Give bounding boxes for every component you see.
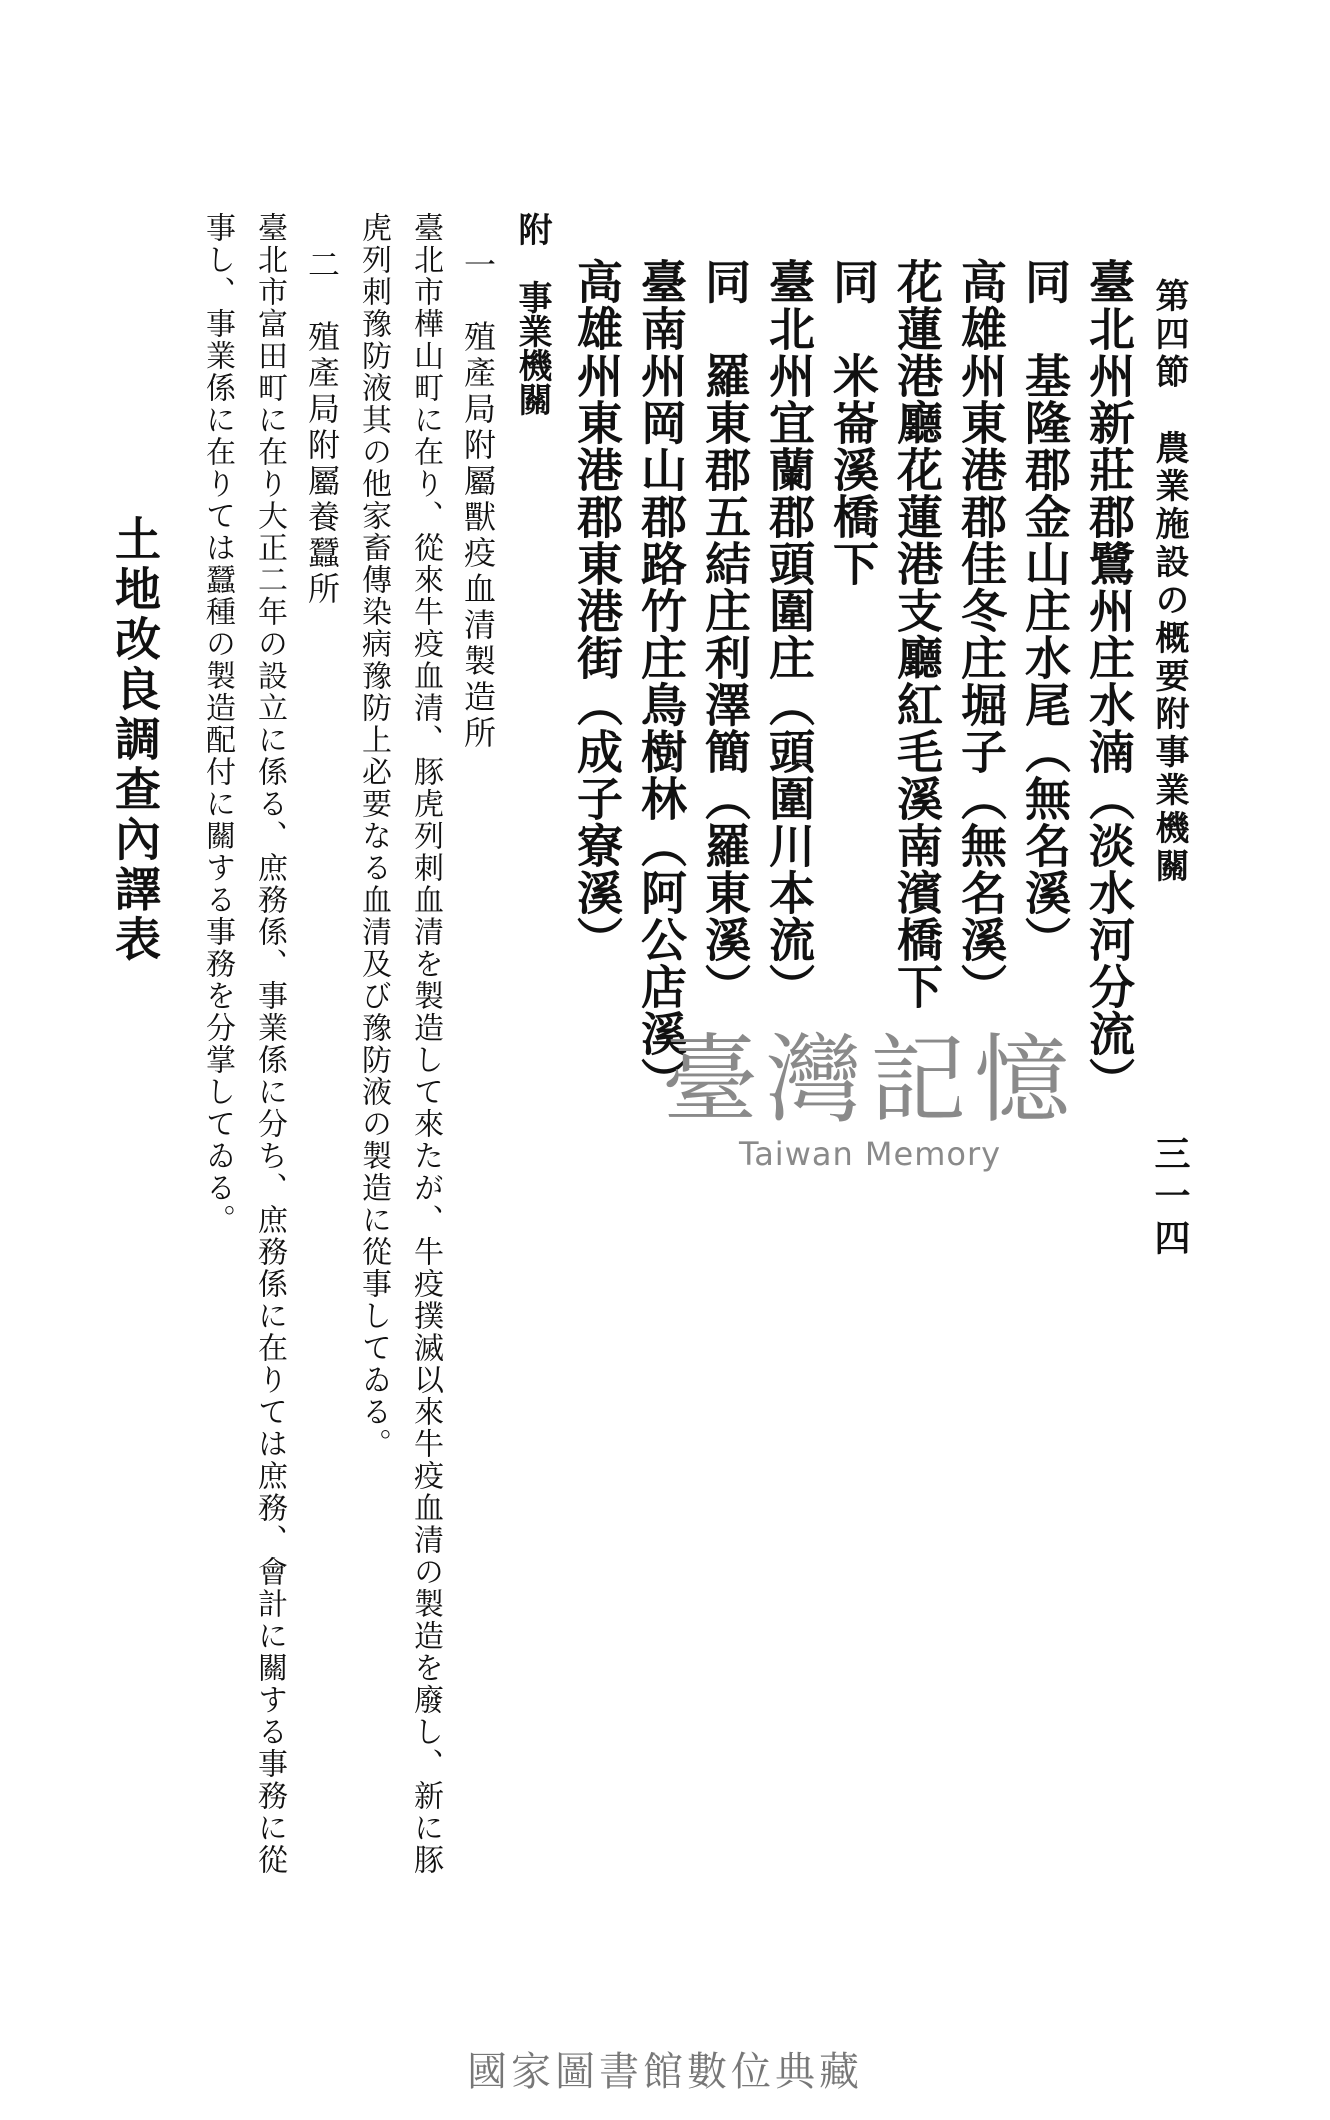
location-line-1: 臺北州新莊郡鷺州庄水湳（淡水河分流） (1082, 258, 1136, 1104)
location-line-6: 臺北州宜蘭郡頭圍庄（頭圍川本流） (762, 258, 816, 1010)
appendix-item-2-title: 二 殖產局附屬養蠶所 (303, 248, 341, 608)
appendix-item-2-line-2: 事し、事業係に在りては蠶種の製造配付に關する事務を分掌してゐる。 (200, 212, 235, 1236)
location-line-7: 同 羅東郡五結庄利澤簡（羅東溪） (698, 258, 752, 1010)
appendix-item-1-title: 一 殖產局附屬獸疫血清製造所 (459, 248, 497, 752)
location-line-3: 高雄州東港郡佳冬庄堀子（無名溪） (954, 258, 1008, 1010)
watermark-chinese: 臺灣記憶 (662, 1024, 1078, 1136)
appendix-heading: 附 事業機關 (512, 212, 552, 416)
library-footer: 國家圖書館數位典藏 (467, 2049, 863, 2095)
appendix-item-1-line-2: 虎列刺豫防液其の他家畜傳染病豫防上必要なる血清及び豫防液の製造に從事してゐる。 (356, 212, 391, 1460)
location-line-2: 同 基隆郡金山庄水尾（無名溪） (1018, 258, 1072, 963)
location-line-4: 花蓮港廳花蓮港支廳紅毛溪南濱橋下 (890, 258, 944, 1010)
location-line-5: 同 米崙溪橋下 (826, 258, 880, 587)
next-table-title: 土地改良調查內譯表 (108, 515, 162, 965)
location-line-9: 高雄州東港郡東港街（成子寮溪） (570, 258, 624, 963)
section-header: 第四節 農業施設の概要附事業機關 (1149, 278, 1189, 886)
appendix-item-2-line-1: 臺北市富田町に在り大正二年の設立に係る、庶務係、事業係に分ち、庶務係に在りては庶務、會計に關する事務に從 (252, 212, 287, 1876)
taiwan-memory-watermark (640, 1024, 1100, 1173)
watermark-english: Taiwan Memory (738, 1134, 1002, 1173)
page-number: 三一四 (1149, 1135, 1191, 1261)
appendix-item-1-line-1: 臺北市樺山町に在り、從來牛疫血清、豚虎列刺血清を製造して來たが、牛疫撲滅以來牛疫血清の製造を廢し、新に豚 (408, 212, 443, 1876)
location-line-8: 臺南州岡山郡路竹庄鳥樹林（阿公店溪） (634, 258, 688, 1104)
